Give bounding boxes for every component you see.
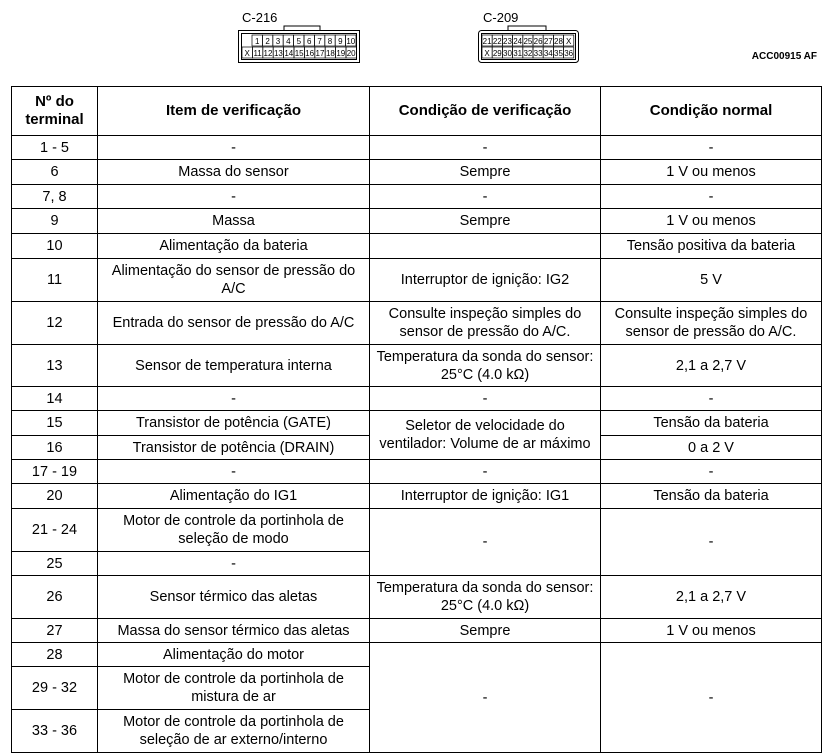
cell-normal: - [601, 136, 822, 160]
cell-condition: Consulte inspeção simples do sensor de pressão do A/C. [370, 302, 601, 345]
table-row [12, 411, 822, 436]
cell-condition: Temperatura da sonda do sensor: 25°C (4.0 kΩ) [370, 345, 601, 387]
cell-item: Transistor de potência (DRAIN) [98, 436, 370, 460]
cell-terminal: 10 [12, 234, 98, 259]
cell-condition: Interruptor de ignição: IG2 [370, 259, 601, 302]
cell-terminal: 20 [12, 484, 98, 509]
c216-pin-label: 17 [315, 49, 325, 58]
c209-pin-label: 33 [533, 49, 543, 58]
c209-pin-label: 24 [513, 37, 523, 46]
c209-pin-label: 36 [564, 49, 574, 58]
c209-pin-label: 23 [503, 37, 512, 46]
c209-pin-label: X [484, 49, 490, 58]
cell-normal: - [601, 643, 822, 753]
table-row [12, 209, 822, 234]
cell-item: Alimentação do motor [98, 643, 370, 667]
cell-condition: - [370, 136, 601, 160]
cell-terminal: 13 [12, 345, 98, 387]
cell-terminal: 21 - 24 [12, 509, 98, 552]
cell-item: - [98, 552, 370, 576]
cell-item: Sensor térmico das aletas [98, 576, 370, 619]
c209-pin-label: 29 [492, 49, 502, 58]
c216-pin-label: 9 [338, 37, 343, 46]
c209-pin-label: 27 [543, 37, 553, 46]
cell-item: - [98, 185, 370, 209]
cell-condition: - [370, 460, 601, 484]
cell-normal: 2,1 a 2,7 V [601, 576, 822, 619]
cell-condition: Sempre [370, 209, 601, 234]
cell-item: Alimentação do sensor de pressão do A/C [98, 259, 370, 302]
c216-pin-label: 18 [325, 49, 335, 58]
connector-c216-label: C-216 [242, 10, 278, 25]
cell-item: Transistor de potência (GATE) [98, 411, 370, 436]
cell-terminal: 17 - 19 [12, 460, 98, 484]
table-row [12, 484, 822, 509]
table-row [12, 619, 822, 643]
c209-pin-label: 21 [482, 37, 492, 46]
cell-terminal: 12 [12, 302, 98, 345]
cell-normal: 1 V ou menos [601, 619, 822, 643]
cell-condition: - [370, 387, 601, 411]
header-item: Item de verificação [98, 87, 370, 136]
cell-condition: Sempre [370, 160, 601, 185]
cell-normal: - [601, 509, 822, 576]
connector-c216-diagram [238, 24, 362, 64]
cell-normal: - [601, 460, 822, 484]
table-row [12, 643, 822, 667]
c216-pin-label: 19 [336, 49, 346, 58]
cell-terminal: 25 [12, 552, 98, 576]
header-normal: Condição normal [601, 87, 822, 136]
c216-pin-label: 1 [254, 37, 260, 46]
cell-normal: - [601, 185, 822, 209]
c216-pin-label: 16 [305, 49, 315, 58]
cell-item: Alimentação do IG1 [98, 484, 370, 509]
cell-item: - [98, 460, 370, 484]
cell-terminal: 33 - 36 [12, 710, 98, 753]
c216-pin-label: 4 [286, 37, 291, 46]
cell-normal: 0 a 2 V [601, 436, 822, 460]
cell-terminal: 7, 8 [12, 185, 98, 209]
table-row [12, 302, 822, 345]
cell-condition [370, 234, 601, 259]
cell-normal: 1 V ou menos [601, 160, 822, 185]
c216-pin-label: X [244, 49, 250, 58]
cell-condition: Sempre [370, 619, 601, 643]
cell-normal: - [601, 387, 822, 411]
cell-condition: Seletor de velocidade do ventilador: Volume de ar máximo [370, 411, 601, 460]
connector-c209-label: C-209 [483, 10, 519, 25]
cell-terminal: 1 - 5 [12, 136, 98, 160]
c216-pin-label: 7 [317, 37, 322, 46]
cell-terminal: 27 [12, 619, 98, 643]
c209-pin-label: 31 [513, 49, 523, 58]
cell-terminal: 28 [12, 643, 98, 667]
cell-condition: Temperatura da sonda do sensor: 25°C (4.0 kΩ) [370, 576, 601, 619]
c216-pin-label: 6 [306, 37, 312, 46]
cell-item: Massa do sensor [98, 160, 370, 185]
cell-terminal: 9 [12, 209, 98, 234]
c209-pin-label: X [566, 37, 572, 46]
cell-item: Alimentação da bateria [98, 234, 370, 259]
cell-normal: 2,1 a 2,7 V [601, 345, 822, 387]
table-row [12, 160, 822, 185]
cell-item: Motor de controle da portinhola de mistura de ar [98, 667, 370, 710]
cell-item: Massa do sensor térmico das aletas [98, 619, 370, 643]
c209-pin-label: 34 [543, 49, 553, 58]
cell-item: Motor de controle da portinhola de seleção de modo [98, 509, 370, 552]
table-row [12, 345, 822, 387]
c216-pin-label: 5 [296, 37, 302, 46]
connector-c209-diagram [478, 24, 582, 64]
cell-normal: Tensão da bateria [601, 411, 822, 436]
c216-pin-label: 10 [346, 37, 356, 46]
header-condition: Condição de verificação [370, 87, 601, 136]
cell-item: Massa [98, 209, 370, 234]
table-row [12, 387, 822, 411]
cell-condition: - [370, 185, 601, 209]
cell-normal: Consulte inspeção simples do sensor de pressão do A/C. [601, 302, 822, 345]
c209-pin-label: 32 [523, 49, 533, 58]
c209-pin-label: 30 [503, 49, 512, 58]
c216-pin-label: 15 [294, 49, 304, 58]
header-terminal: Nº do terminal [12, 87, 98, 136]
table-row [12, 576, 822, 619]
cell-item: Motor de controle da portinhola de seleção de ar externo/interno [98, 710, 370, 753]
table-row [12, 509, 822, 552]
cell-normal: 1 V ou menos [601, 209, 822, 234]
cell-condition: - [370, 509, 601, 576]
cell-item: - [98, 136, 370, 160]
table-row [12, 136, 822, 160]
cell-normal: 5 V [601, 259, 822, 302]
cell-item: Entrada do sensor de pressão do A/C [98, 302, 370, 345]
c216-pin-label: 20 [346, 49, 356, 58]
cell-terminal: 26 [12, 576, 98, 619]
c209-pin-label: 22 [492, 37, 502, 46]
c216-pin-label: 14 [284, 49, 294, 58]
table-row [12, 234, 822, 259]
cell-terminal: 14 [12, 387, 98, 411]
c216-pin-label: 2 [265, 37, 270, 46]
c209-pin-label: 25 [523, 37, 533, 46]
terminal-check-table [11, 86, 822, 753]
c209-pin-label: 26 [533, 37, 543, 46]
cell-condition: - [370, 643, 601, 753]
c216-pin-label: 11 [253, 49, 262, 58]
c209-pin-label: 35 [554, 49, 563, 58]
cell-condition: Interruptor de ignição: IG1 [370, 484, 601, 509]
cell-terminal: 15 [12, 411, 98, 436]
table-row [12, 185, 822, 209]
c216-pin-label: 8 [327, 37, 333, 46]
c216-pin-label: 13 [273, 49, 283, 58]
cell-terminal: 6 [12, 160, 98, 185]
table-header-row [12, 87, 822, 136]
cell-item: Sensor de temperatura interna [98, 345, 370, 387]
c216-pin-label: 3 [275, 37, 281, 46]
cell-normal: Tensão da bateria [601, 484, 822, 509]
cell-normal: Tensão positiva da bateria [601, 234, 822, 259]
table-row [12, 259, 822, 302]
cell-terminal: 11 [12, 259, 98, 302]
table-row [12, 460, 822, 484]
figure-code: ACC00915 AF [751, 51, 817, 62]
c209-pin-label: 28 [554, 37, 563, 46]
cell-terminal: 16 [12, 436, 98, 460]
cell-terminal: 29 - 32 [12, 667, 98, 710]
c216-pin-label: 12 [263, 49, 273, 58]
cell-item: - [98, 387, 370, 411]
